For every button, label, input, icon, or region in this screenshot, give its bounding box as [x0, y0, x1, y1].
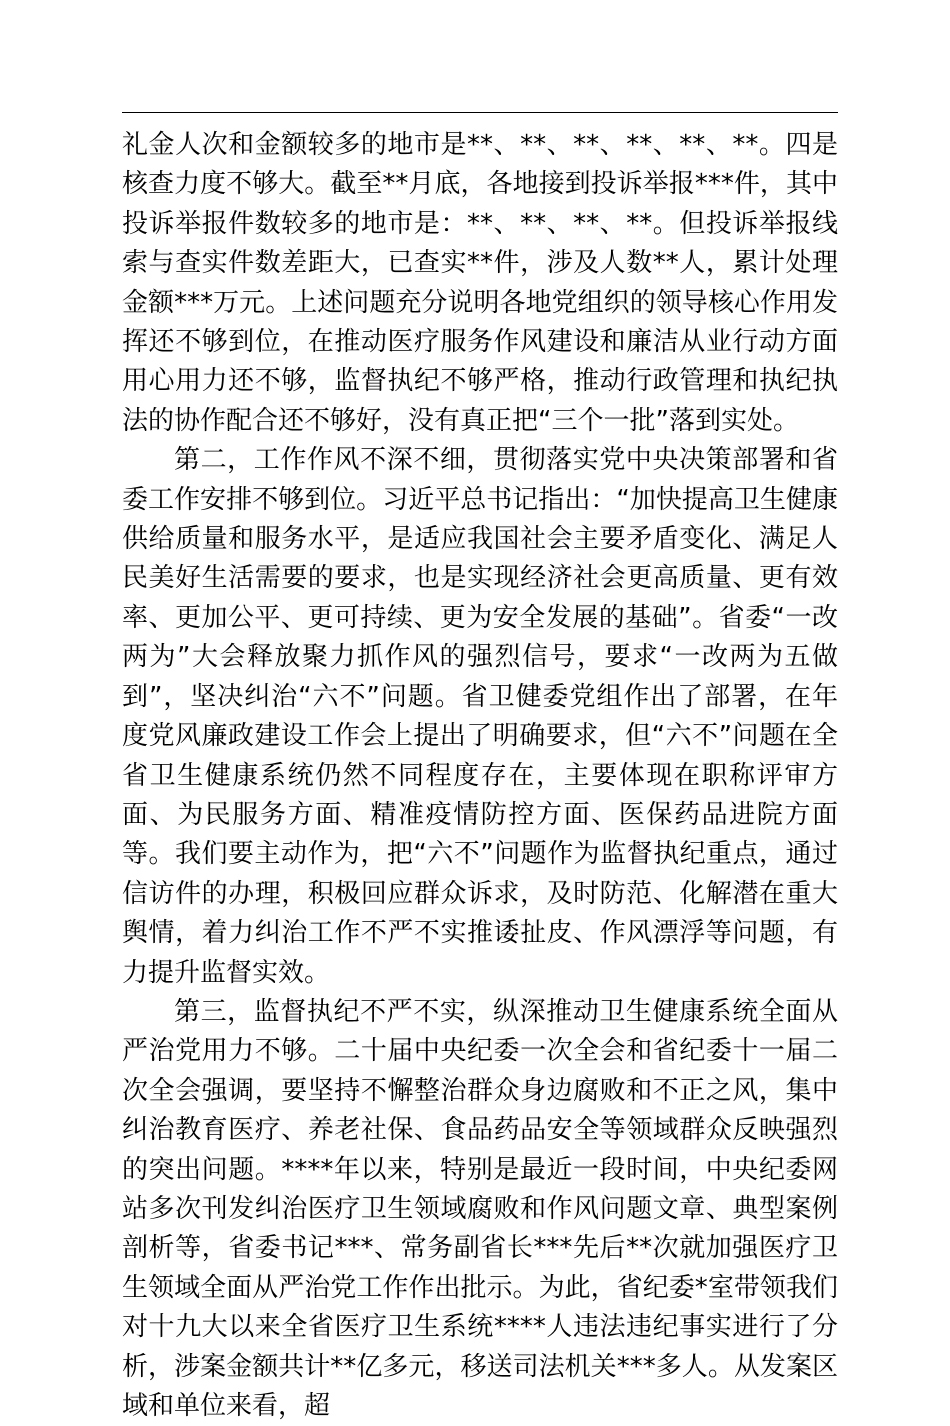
paragraph-second-point: 第二，工作作风不深不细，贯彻落实党中央决策部署和省委工作安排不够到位。习近平总书记指出：“加快提高卫生健康供给质量和服务水平，是适应我国社会主要矛盾变化、满足人民美好生活需要的要求，也是实现经济社会更高质量、更有效率、更加公平、更可持续、更为安全发展的基础”。省委“一改两为”大会释放聚力抓作风的强烈信号，要求“一改两为五做到”，坚决纠治“六不”问题。省卫健委党组作出了部署，在年度党风廉政建设工作会上提出了明确要求，但“六不”问题在全省卫生健康系统仍然不同程度存在，主要体现在职称评审方面、为民服务方面、精准疫情防控方面、医保药品进院方面等。我们要主动作为，把“六不”问题作为监督执纪重点，通过信访件的办理，积极回应群众诉求，及时防范、化解潜在重大舆情，着力纠治工作不严不实推诿扯皮、作风漂浮等问题，有力提升监督实效。 — [122, 445, 838, 988]
document-body — [122, 126, 838, 1426]
header-rule — [122, 112, 838, 113]
paragraph-continuation: 礼金人次和金额较多的地市是**、**、**、**、**、**。四是核查力度不够大。截至**月底，各地接到投诉举报***件，其中投诉举报件数较多的地市是：**、**、**、**。但投诉举报线索与查实件数差距大，已查实**件，涉及人数**人，累计处理金额***万元。上述问题充分说明各地党组织的领导核心作用发挥还不够到位，在推动医疗服务作风建设和廉洁从业行动方面用心用力还不够，监督执纪不够严格，推动行政管理和执纪执法的协作配合还不够好，没有真正把“三个一批”落到实处。 — [122, 130, 838, 436]
paragraph-third-point: 第三，监督执纪不严不实，纵深推动卫生健康系统全面从严治党用力不够。二十届中央纪委一次全会和省纪委十一届二次全会强调，要坚持不懈整治群众身边腐败和不正之风，集中纠治教育医疗、养老社保、食品药品安全等领域群众反映强烈的突出问题。****年以来，特别是最近一段时间，中央纪委网站多次刊发纠治医疗卫生领域腐败和作风问题文章、典型案例剖析等，省委书记***、常务副省长***先后**次就加强医疗卫生领域全面从严治党工作作出批示。为此，省纪委*室带领我们对十九大以来全省医疗卫生系统****人违法违纪事实进行了分析，涉案金额共计**亿多元，移送司法机关***多人。从发案区域和单位来看，超 — [122, 996, 838, 1421]
